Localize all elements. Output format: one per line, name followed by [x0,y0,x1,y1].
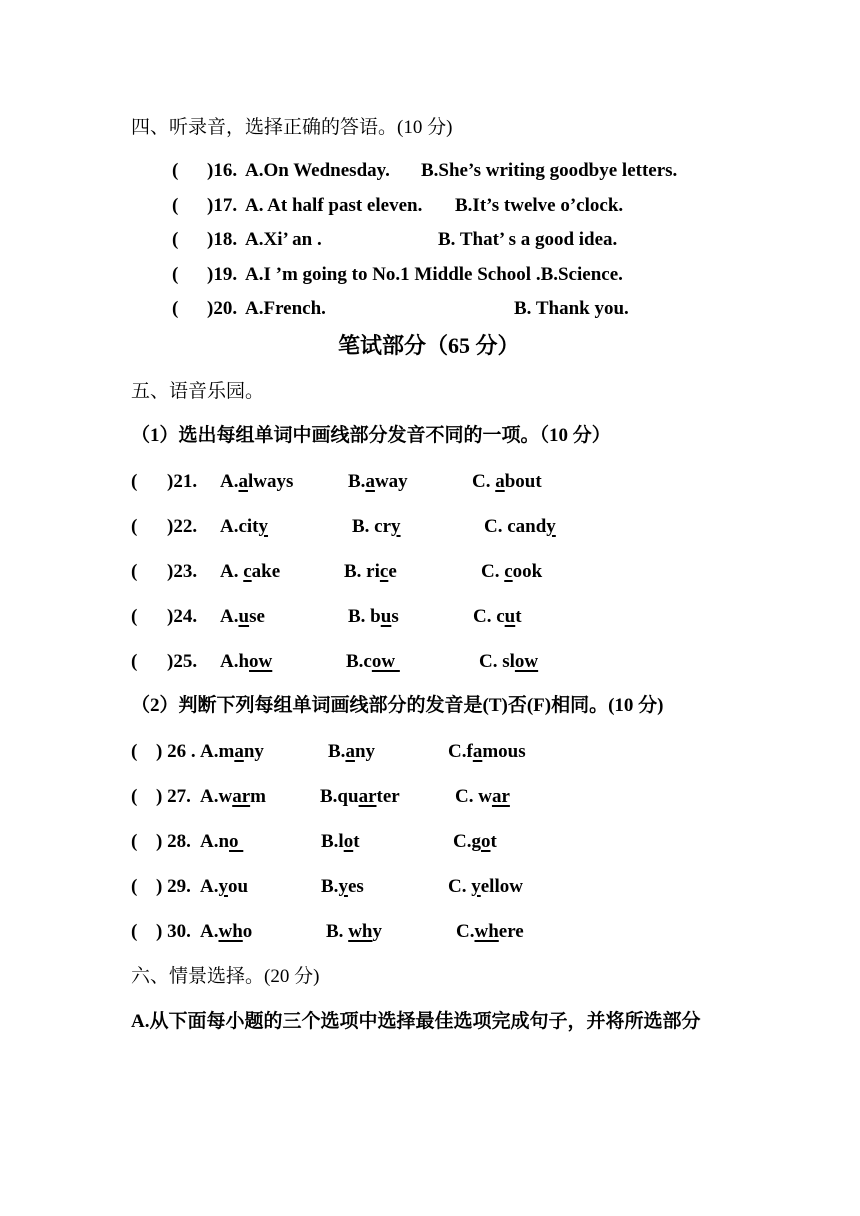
option-a: A.Xi’ an . [245,229,322,250]
answer-paren: ( [131,741,138,762]
section-6-instruction: A.从下面每小题的三个选项中选择最佳选项完成句子，并将所选部分 [131,1011,701,1032]
option-c: C.where [456,921,524,942]
option-b: B. why [326,921,382,942]
written-part-title: 笔试部分（65 分） [338,333,520,358]
answer-paren: ( [131,831,138,852]
question-number: )24. [167,606,198,627]
option-c: C. war [455,786,510,807]
option-b: B.any [328,741,376,762]
option-c: C. candy [484,516,556,537]
option-b: B.away [348,471,408,492]
option-b: B.yes [321,876,364,897]
question-number: ) 28. [156,831,191,852]
option-b: B.It’s twelve o’clock. [455,195,624,216]
option-b: B.quarter [320,786,400,807]
option-a: A.how [220,651,273,672]
option-c: C. cut [473,606,522,627]
option-a: A.On Wednesday. [245,160,390,181]
question-number: )17. [207,195,238,216]
option-a: A.no [200,831,244,852]
option-a: A.French. [245,298,326,319]
answer-paren: ( [172,264,179,285]
option-a: A.always [220,471,294,492]
option-a: A. cake [220,561,281,582]
option-b: B. That’ s a good idea. [438,229,618,250]
question-number: )25. [167,651,198,672]
option-b: B.lot [321,831,360,852]
question-number: ) 26 . [156,741,196,762]
section-5-heading: 五、语音乐园。 [131,381,265,402]
question-number: )20. [207,298,238,319]
option-c: C. about [472,471,542,492]
question-number: )18. [207,229,238,250]
part-2-heading: （2）判断下列每组单词画线部分的发音是(T)否(F)相同。(10 分) [131,695,664,716]
answer-paren: ( [131,561,138,582]
option-a: A.you [200,876,249,897]
option-a: A.warm [200,786,266,807]
answer-paren: ( [131,606,138,627]
question-number: ) 29. [156,876,191,897]
option-a: A.I ’m going to No.1 Middle School .B.Science. [245,264,623,285]
option-a: A.use [220,606,265,627]
option-c: C.got [453,831,497,852]
option-c: C.famous [448,741,526,762]
option-b: B. Thank you. [514,298,629,319]
part-1-heading: （1）选出每组单词中画线部分发音不同的一项。（10 分） [131,425,611,446]
answer-paren: ( [131,876,138,897]
question-number: )19. [207,264,238,285]
option-b: B. rice [344,561,397,582]
answer-paren: ( [172,298,179,319]
question-number: )22. [167,516,198,537]
option-a: A. At half past eleven. [245,195,423,216]
answer-paren: ( [131,921,138,942]
option-b: B.cow [346,651,400,672]
answer-paren: ( [172,160,179,181]
option-a: A.who [200,921,253,942]
question-number: )21. [167,471,198,492]
section-4-heading: 四、听录音，选择正确的答语。(10 分) [131,117,453,138]
question-number: ) 27. [156,786,191,807]
question-number: )16. [207,160,238,181]
option-a: A.city [220,516,269,537]
section-6-heading: 六、情景选择。(20 分) [131,966,320,987]
option-b: B.She’s writing goodbye letters. [421,160,678,181]
option-c: C. yellow [448,876,523,897]
answer-paren: ( [131,651,138,672]
answer-paren: ( [172,229,179,250]
answer-paren: ( [131,786,138,807]
question-number: ) 30. [156,921,191,942]
option-c: C. slow [479,651,539,672]
option-c: C. cook [481,561,543,582]
answer-paren: ( [131,471,138,492]
question-number: )23. [167,561,198,582]
answer-paren: ( [131,516,138,537]
option-b: B. cry [352,516,401,537]
answer-paren: ( [172,195,179,216]
option-b: B. bus [348,606,399,627]
option-a: A.many [200,741,264,762]
